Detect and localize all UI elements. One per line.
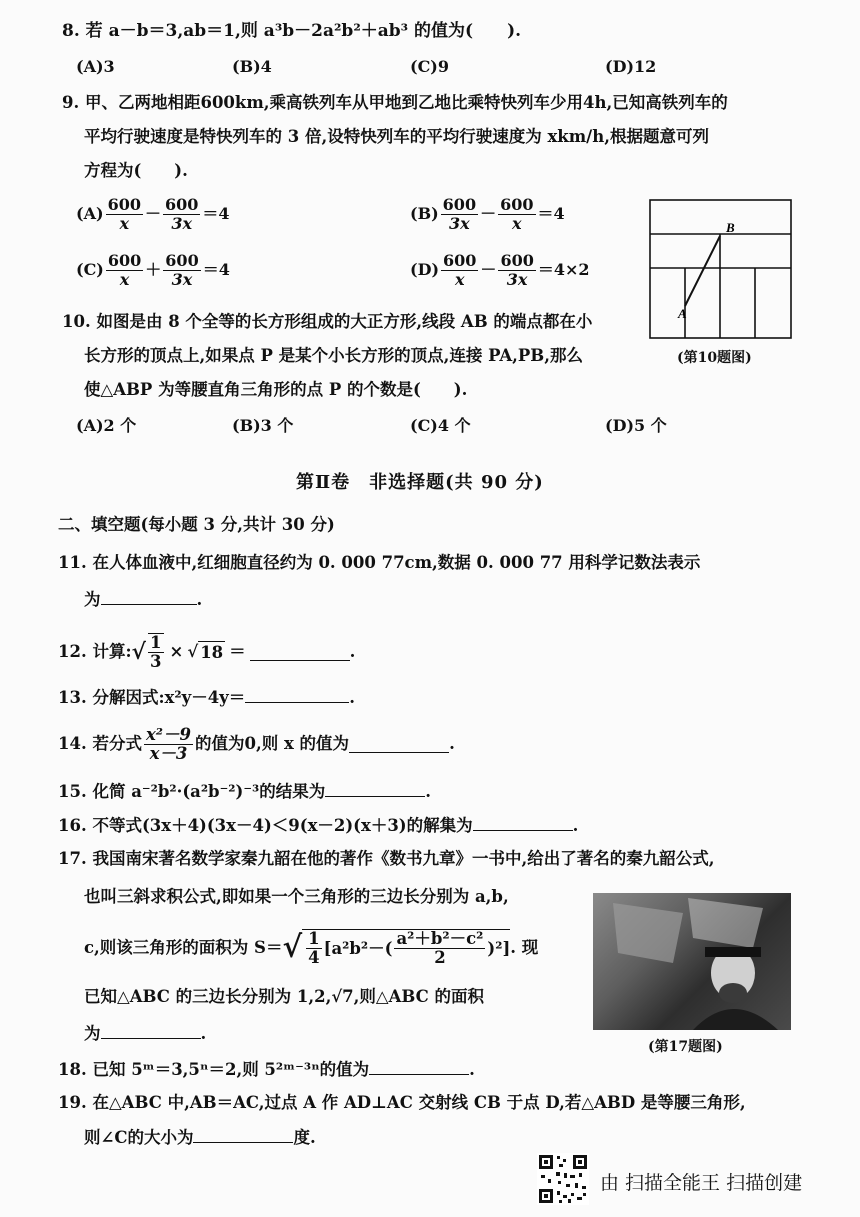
q9-option-c: (C) $\frac{600}{x}$ ＋ $\frac{600}{3x}$ ＝4 <box>76 251 230 289</box>
q17-line1: 17. 我国南宋著名数学家秦九韶在他的著作《数书九章》一书中,给出了著名的秦九韶公式, <box>58 849 715 868</box>
q17-answer-blank[interactable] <box>101 1022 201 1039</box>
q10-option-c: (C)4 个 <box>410 416 471 435</box>
q9-line1: 9. 甲、乙两地相距600km,乘高铁列车从甲地到乙地比乘特快列车少用4h,已知高铁列车的 <box>62 93 728 112</box>
q17-line4: 已知△ABC 的三边长分别为 1,2,√7,则△ABC 的面积 <box>84 987 485 1006</box>
portrait-illustration <box>593 893 791 1030</box>
q9-option-b: (B) $\frac{600}{3x}$ － $\frac{600}{x}$ ＝4 <box>410 195 565 233</box>
qr-code-icon <box>537 1153 589 1205</box>
q16-answer-blank[interactable] <box>473 814 573 831</box>
q19-line1: 19. 在△ABC 中,AB＝AC,过点 A 作 AD⊥AC 交射线 CB 于点 D,若△ABD 是等腰三角形, <box>58 1093 746 1112</box>
q10-option-a: (A)2 个 <box>76 416 137 435</box>
q8-option-a: (A)3 <box>76 57 115 76</box>
q9-option-d: (D) $\frac{600}{x}$ － $\frac{600}{3x}$ ＝4×2 <box>410 251 590 289</box>
q13-line: 13. 分解因式:x²y－4y＝ . <box>58 688 356 707</box>
q13-answer-blank[interactable] <box>245 686 349 703</box>
q11-answer-blank[interactable] <box>101 588 197 605</box>
q10-option-d: (D)5 个 <box>605 416 667 435</box>
q8-option-c: (C)9 <box>410 57 450 76</box>
q15-answer-blank[interactable] <box>325 780 425 797</box>
q8-option-d: (D)12 <box>605 57 657 76</box>
q10-line2: 长方形的顶点上,如果点 P 是某个小长方形的顶点,连接 PA,PB,那么 <box>84 346 583 365</box>
q9-option-a: (A) $\frac{600}{x}$ － $\frac{600}{3x}$ ＝4 <box>76 195 230 233</box>
scanner-watermark: 由 扫描全能王 扫描创建 <box>600 1172 803 1194</box>
q14-answer-blank[interactable] <box>349 736 449 753</box>
q17-line2: 也叫三斜求积公式,即如果一个三角形的三边长分别为 a,b, <box>84 887 509 906</box>
q19-line2: 则∠C的大小为 度. <box>84 1128 316 1147</box>
qin-jiushao-photo <box>593 893 791 1030</box>
q17-line3: c,则该三角形的面积为 S＝ √ $\frac{1}{4}$ [a²b²－( $\frac{\text{a²＋b²－c²}}{2}$ )²] . 现 <box>84 929 539 967</box>
q18-line: 18. 已知 5ᵐ＝3,5ⁿ＝2,则 5²ᵐ⁻³ⁿ的值为 . <box>58 1060 475 1079</box>
q15-line: 15. 化简 a⁻²b²·(a²b⁻²)⁻³的结果为 . <box>58 782 432 801</box>
q10-line1: 10. 如图是由 8 个全等的长方形组成的大正方形,线段 AB 的端点都在小 <box>62 312 593 331</box>
q10-figure <box>648 198 793 340</box>
part2-heading: 二、填空题(每小题 3 分,共计 30 分) <box>58 515 335 534</box>
q19-answer-blank[interactable] <box>193 1126 293 1143</box>
q17-line5: 为 . <box>84 1024 207 1043</box>
q14-line: 14. 若分式 $\frac{\text{x²－9}}{x-3}$ 的值为0,则 x 的值为 . <box>58 724 455 763</box>
q10-option-b: (B)3 个 <box>232 416 294 435</box>
q16-line: 16. 不等式(3x＋4)(3x－4)＜9(x－2)(x＋3)的解集为 . <box>58 816 579 835</box>
q12-line: 12. 计算: √ $\frac{1}{3}$ × √ 18 ＝ . <box>58 633 356 671</box>
q11-line2: 为 . <box>84 590 203 609</box>
q9-line2: 平均行驶速度是特快列车的 3 倍,设特快列车的平均行驶速度为 xkm/h,根据题意可列 <box>84 127 709 146</box>
section2-title: 第Ⅱ卷 非选择题(共 90 分) <box>296 472 544 493</box>
q8-option-b: (B)4 <box>232 57 272 76</box>
q18-answer-blank[interactable] <box>369 1058 469 1075</box>
q17-figure-caption: (第17题图) <box>648 1039 723 1055</box>
q9-line3: 方程为( ). <box>84 161 188 180</box>
q10-line3: 使△ABP 为等腰直角三角形的点 P 的个数是( ). <box>84 380 468 399</box>
q10-figure-caption: (第10题图) <box>677 350 752 366</box>
q11-line1: 11. 在人体血液中,红细胞直径约为 0. 000 77cm,数据 0. 000 77 用科学记数法表示 <box>58 553 701 572</box>
q8-stem: 8. 若 a－b＝3,ab＝1,则 a³b－2a²b²＋ab³ 的值为( ). <box>62 21 522 41</box>
q12-answer-blank[interactable] <box>250 644 350 661</box>
q10-label-b: B <box>726 220 735 235</box>
q10-label-a: A <box>678 306 687 321</box>
